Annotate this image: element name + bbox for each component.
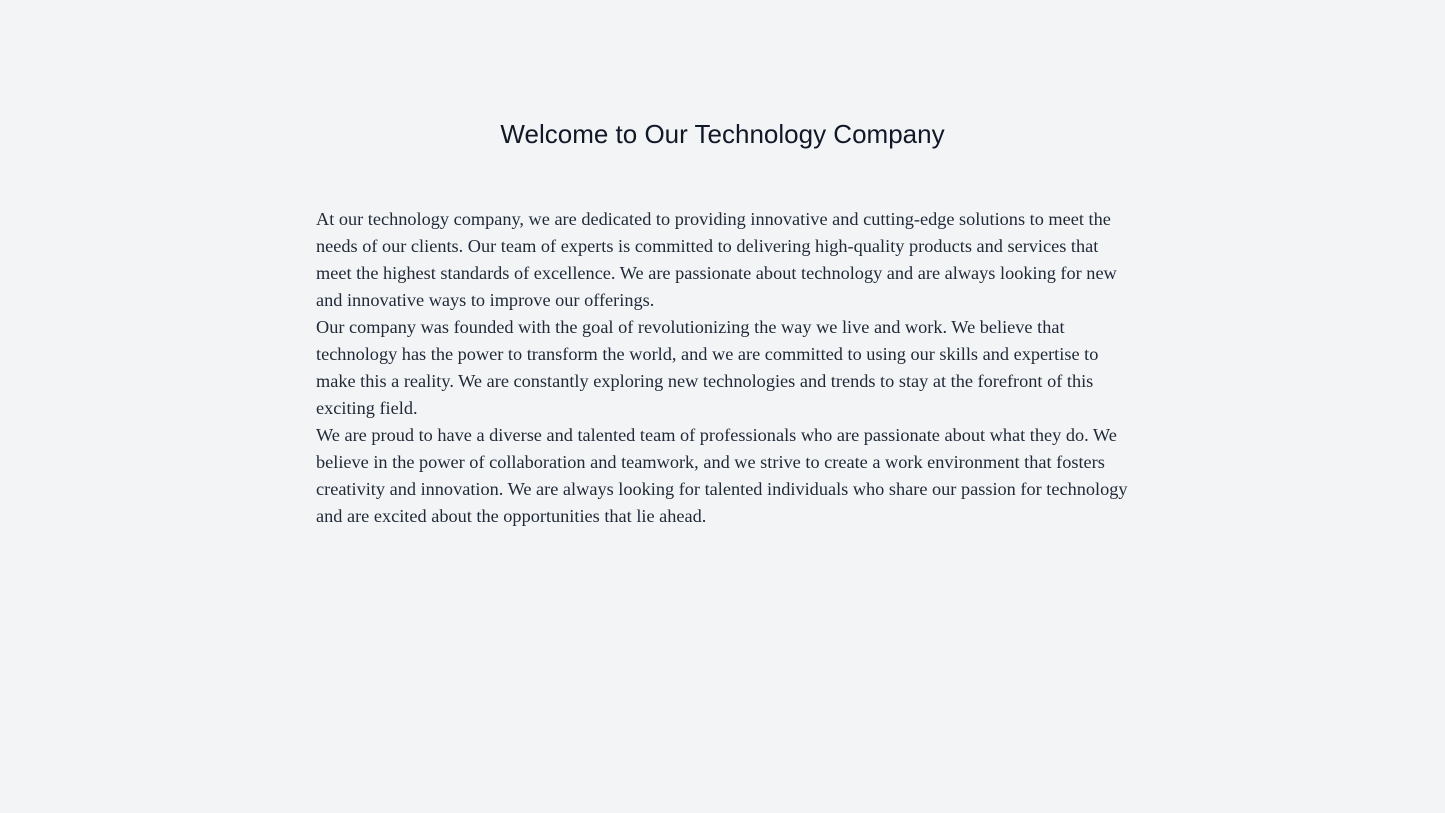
paragraph-mission: At our technology company, we are dedicated to providing innovative and cutting-edge solutions to meet the needs of our clients. Our team of experts is committed to delivering high-quality products and services that meet the highest standards of excellence. We are passionate about technology and are always looking for new and innovative ways to improve our offerings.: [316, 209, 1117, 310]
paragraph-founding: Our company was founded with the goal of revolutionizing the way we live and work. We believe that technology has the power to transform the world, and we are committed to using our skills and expertise to make this a reality. We are constantly exploring new technologies and trends to stay at the forefront of this exciting field.: [316, 317, 1099, 418]
paragraph-team: We are proud to have a diverse and talented team of professionals who are passionate about what they do. We believe in the power of collaboration and teamwork, and we strive to create a work environment that fosters creativity and innovation. We are always looking for talented individuals who share our passion for technology and are excited about the opportunities that lie ahead.: [316, 425, 1128, 526]
page-title: Welcome to Our Technology Company: [500, 119, 945, 149]
intro-content: [316, 206, 1136, 530]
